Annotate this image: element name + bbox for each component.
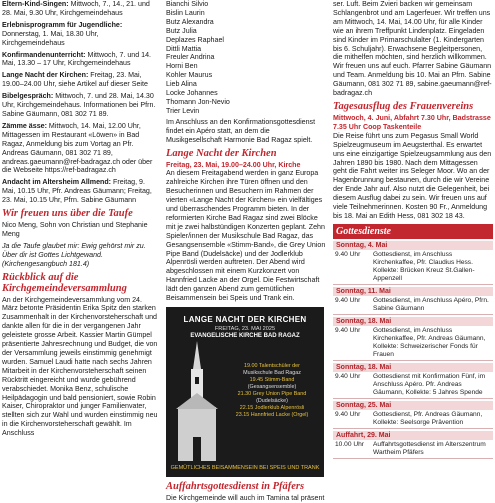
service-day-header: Auffahrt, 29. Mai [333, 431, 493, 440]
notice-zaemme-aesse: Zämme ässe: Mittwoch, 14. Mai, 12.00 Uhr, Mittagessen im Restaurant «Löwen» in Bad Ragaz, Anmeldung bis zum Vortag an Pfr. Andreas Gäumann, 081 302 71 89, andreas.gaeumann@ref-badragaz.ch oder über die Webseite https://ref-badragaz.ch [2, 121, 153, 175]
service-row [333, 326, 493, 361]
poster-footer: GEMÜTLICHES BEISAMMENSEIN BEI SPEIS UND TRANK [170, 465, 320, 471]
apero-text: Im Anschluss an den Konfirmationsgottesdienst findet ein Apéro statt, an dem die Musikgesellschaft Harmonie Bad Ragaz spielt. [166, 117, 316, 144]
church-illustration [172, 341, 222, 461]
service-desc: Auffahrtsgottesdienst im Alterszentrum Wartheim Pfäfers [373, 440, 486, 456]
poster-place: EVANGELISCHE KIRCHE BAD RAGAZ [190, 333, 300, 339]
gottesdienste-title: Gottesdienste [333, 224, 493, 239]
service-desc: Gottesdienst, Pfr. Andreas Gäumann, Kollekte: Seelsorge Prävention [373, 410, 483, 426]
service-time: 9.40 Uhr [335, 326, 361, 334]
rueckblick-text: An der Kirchgemeindeversammlung vom 24. März betonte Präsidentin Erika Spitz den starken Zusammenhalt in der Kirchenvorsteherschaft und dankte allen für die in der vergangenen Jahr geleistete grosse Arbeit. Kassier Martin Gümpel präsentierte Jahresrechnung und Budget, die von der Versammlung jeweils einstimmig genehmigt wurden. Samuel Laudi hatte nach sechs Jahren Mitarbeit in der Kirchenvorsteherschaft seinen Rücktritt eingereicht und wurde gebührend verabschiedet. Monika Benz, schulische Heilpädagogin und bald pensioniert, sowie Robin Kaiser, Chiropraktor und junger Familienvater, stellten sich zur Wahl und wurden einstimmig neu in die Kirchenvorsteherschaft gewählt. Im Anschluss [2, 295, 158, 438]
list-item: Horni Ben [166, 62, 198, 71]
list-item: Kohler Maurus [166, 71, 213, 80]
poster-schedule [224, 363, 320, 419]
service-time: 9.40 Uhr [335, 296, 361, 304]
notice-andacht: Andacht im Altersheim Allmend: Freitag, 9. Mai, 10.15 Uhr, Pfr. Andreas Gäumann; Freitag, 23. Mai, 10.15 Uhr, Pfrn. Sabine Gäumann [2, 178, 152, 205]
poster-item-sub: Musikschule Bad Ragaz [243, 370, 301, 376]
service-desc: Gottesdienst, im Anschluss Kirchenkaffee, Pfr. Claudius Hess. Kollekte: Brücken Kreuz St.Gallen-Appenzell [373, 250, 475, 282]
poster-item-sub: (Dudelsäcke) [256, 398, 288, 404]
taufe-text: Nico Meng, Sohn von Christian und Stephanie Meng [2, 221, 148, 238]
service-day [333, 317, 493, 361]
list-item: Bislin Laurin [166, 8, 205, 17]
service-day-header: Sonntag, 25. Mai [333, 401, 493, 410]
list-item: Butz Julia [166, 26, 197, 35]
list-item: Dittli Mattia [166, 44, 202, 53]
column-left [2, 0, 159, 438]
service-desc: Gottesdienst, im Anschluss Apéro, Pfrn. Sabine Gäumann [373, 296, 489, 312]
heading-frauenverein: Tagesausflug des Frauenvereins [333, 100, 474, 112]
service-day [333, 287, 493, 315]
service-time: 9.40 Uhr [335, 372, 361, 380]
list-item: Thomann Jon-Nevio [166, 97, 230, 106]
service-time: 9.40 Uhr [335, 250, 361, 258]
notice-eltern-kind: Eltern-Kind-Singen: Mittwoch, 7., 14., 21. und 28. Mai, 9.30 Uhr, Kirchgemeindehaus [2, 0, 150, 17]
service-day [333, 363, 493, 399]
heading-taufe: Wir freuen uns über die Taufe [2, 208, 133, 220]
service-row [333, 410, 493, 429]
confirmand-list [166, 0, 326, 116]
poster-item: 19.00 Talentschüler der [244, 363, 300, 369]
poster-date: FREITAG, 23. MAI 2025 [214, 326, 276, 332]
service-day [333, 401, 493, 429]
poster-item: 19.45 Stimm-Band [249, 377, 295, 383]
service-day-header: Sonntag, 18. Mai [333, 363, 493, 372]
taufe-quote: Ja die Taufe glaubet mir: Ewig gehörst mir zu. Über dir ist Gottes Lichtgewand. (Kirchengesangbuch 181.4) [2, 241, 146, 268]
column-right [333, 0, 493, 456]
poster-item-sub: (Gesangsensemble) [247, 384, 297, 390]
list-item: Butz Alexandra [166, 17, 214, 26]
service-day [333, 431, 493, 459]
service-desc: Gottesdienst, im Anschluss Kirchenkaffee, Pfr. Andreas Gäumann, Kollekte: Schweizerischer Fonds für Frauen [373, 326, 486, 358]
kinder-text: ser. Luft. Beim Zvieri backen wir gemeinsam Schlangenbrot und am Lagerfeuer. Wir treffen uns am Mittwoch, 14. Mai, 14.00 Uhr, für alle Kinder wie an ihrem Treffpunkt Lindenplatz. Eingeladen sind Kinder im Primarschulalter (1. Kindergarten bis 6. Schuljahr). Erwachsene Begleitpersonen, die mithelfen möchten, sind herzlich willkommen. Wir freuen uns auf euch. Pfarrer Sabine Gäumann und Team. Anmeldung bis 10. Mai an Pfrn. Sabine Gäumann, 081 302 71 89, sabine.gaeumann@ref-badragaz.ch [333, 0, 492, 98]
frauenverein-article: Mittwoch, 4. Juni, Abfahrt 7.30 Uhr, Badstrasse 7.35 Uhr Coop Taskenteile Die Reise führt uns zum Pegasus Small World Spielzeugmuseum im Aeugsterthal. Es erwartet uns eine einzigartige Spielzeugsammlung aus den Jahren 1890 bis 1980. Nach dem Mittagessen geht die Fahrt weiter ins Seleger Moor. Wo an der Hagenbrunnung bestaunen, durch die wir Vereine der Ende Jahr auf. Also nutzt die Gelegenheit, bei diesem Ausflug dabei zu sein. Wir freuen uns auf viele Teilnehmerinnen. Kosten 90 Fr., Anmeldung bis 18. Mai an Edith Hess, 081 302 18 43. [333, 113, 492, 220]
heading-rueckblick: Rückblick auf die Kirchgemeindeversammlung [2, 271, 127, 294]
service-day [333, 241, 493, 285]
notice-konfirmanden: Konfirmandenunterricht: Mittwoch, 7. und 14. Mai, 13.30 – 17 Uhr, Kirchgemeindehaus [2, 50, 152, 68]
service-time: 10.00 Uhr [335, 440, 364, 448]
notice-bibelgespraech: Bibelgespräch: Mittwoch, 7. und 28. Mai, 14.30 Uhr, Kirchgemeindehaus. Informationen bei Pfrn. Sabine Gäumann, 081 302 71 89. [2, 92, 156, 118]
list-item: Deplazes Raphael [166, 35, 224, 44]
service-desc: Gottesdienst mit Konfirmation Fünf, im Anschluss Apéro. Pfr. Andreas Gäumann, Kollekte: 5 Jahres Spende [373, 372, 486, 396]
heading-lange-nacht: Lange Nacht der Kirchen [166, 147, 277, 159]
service-day-header: Sonntag, 18. Mai [333, 317, 493, 326]
list-item: Freuler Andrina [166, 53, 215, 62]
service-day-header: Sonntag, 11. Mai [333, 287, 493, 296]
service-day-header: Sonntag, 4. Mai [333, 241, 493, 250]
event-poster [166, 307, 324, 477]
heading-auffahrt: Auffahrtsgottesdienst in Pfäfers [166, 481, 305, 492]
notice-lange-nacht: Lange Nacht der Kirchen: Freitag, 23. Mai, 19.00–24.00 Uhr, siehe Artikel auf dieser Seite [2, 71, 148, 89]
service-row [333, 250, 493, 285]
service-row [333, 372, 493, 399]
list-item: Lieb Alina [166, 80, 197, 89]
service-row [333, 296, 493, 315]
notice-erlebnisprogramm: Erlebnisprogramm für Jugendliche: Donnerstag, 1. Mai, 18.30 Uhr, Kirchgemeindehaus [2, 20, 123, 47]
poster-title: LANGE NACHT DER KIRCHEN [183, 315, 307, 324]
poster-item: 21.30 Grey Union Pipe Band [237, 391, 307, 397]
list-item: Bianchi Silvio [166, 0, 209, 8]
column-middle [166, 0, 326, 502]
auffahrt-text: Die Kirchgemeinde will auch im Tamina tal präsent [166, 494, 325, 502]
service-time: 9.40 Uhr [335, 410, 361, 418]
poster-item: 22.15 Jodlerklub Alpenrösli [239, 405, 305, 411]
poster-item: 23.15 Hannfried Lacke (Orgel) [235, 412, 309, 418]
list-item: Trier Levin [166, 106, 200, 115]
lange-nacht-article: Freitag, 23. Mai, 19.00–24.00 Uhr, Kirche An diesem Freitagabend werden in ganz Europa zahlreiche Kirchen ihre Türen öffnen und den Besucherinnen und Besuchern im Rahmen der vierten «Lange Nacht der Kirchen» ein vielfältiges und überraschendes Programm bieten. In der reformierten Kirche Bad Ragaz sind zwei Blöcke mit je zwei halbstündigen Konzerten geplant. Zehn Spieler/innen der Musikschule Bad Ragaz, das Gesangsensemble «Stimm-Band», die Grey Union Pipe Band (Dudelsäcke) und der Jodlerklub Alpenrösli werden auftreten. Der Abend wird abgeschlossen mit einem Kurzkonzert von Hannfried Lacke an der Orgel. Die Festwirtschaft lädt den ganzen Abend zum gemütlichen Beisammensein bei Speis und Trank ein. [166, 160, 326, 303]
list-item: Locke Johannes [166, 89, 218, 98]
service-row [333, 440, 493, 459]
